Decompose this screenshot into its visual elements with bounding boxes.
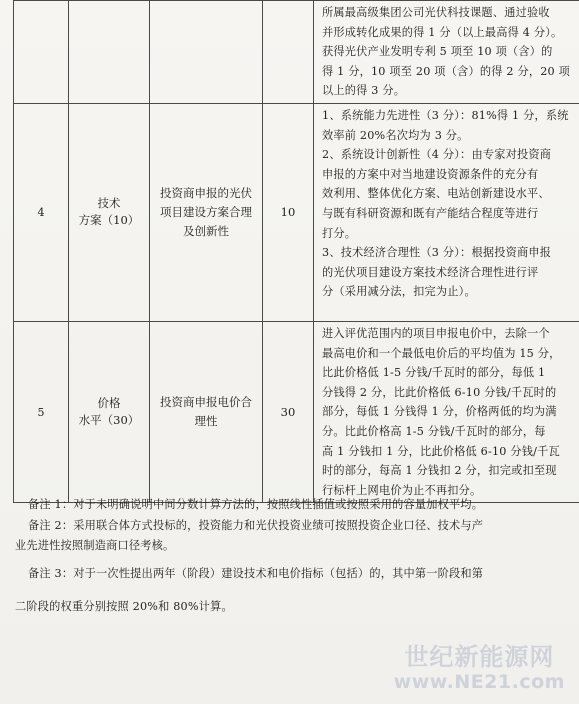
- content-label: 及创新性: [183, 223, 229, 238]
- standard-line: 部分，每低 1 分钱得 1 分，价格两低的均为满: [322, 405, 557, 419]
- standard-line: 进入评优范围内的项目申报电价中，去除一个: [322, 326, 550, 340]
- standard-line: 以上的得 3 分。: [322, 84, 406, 98]
- scoring-table: [13, 0, 579, 503]
- standard-line: 的光伏项目建设方案技术经济合理性进行评: [322, 265, 539, 279]
- score-cell: 30: [263, 321, 314, 502]
- content-label: 理性: [194, 414, 218, 429]
- score-cell: 10: [263, 103, 314, 321]
- standard-line: 所属最高级集团公司光伏科技课题、通过验收: [322, 6, 550, 19]
- standard-cell: [314, 103, 579, 321]
- standard-line: 分（采用减分法，扣完为止）。: [322, 285, 476, 299]
- standard-line: 效率前 20%名次均为 3 分。: [322, 128, 469, 142]
- standard-line: 行标杆上网电价为止不再扣分。: [322, 483, 482, 497]
- note-1: 备注 1：对于未明确说明中间分数计算方法的，按照线性插值或按照采用的容量加权平均。: [28, 498, 484, 511]
- table-row: [14, 1, 579, 104]
- content-label: 项目建设方案合理: [160, 204, 252, 219]
- item-label: 水平（30）: [78, 413, 140, 428]
- standard-line: 比此价格低 1-5 分钱/千瓦时的部分，每低 1: [322, 366, 546, 380]
- standard-line: 最高电价和一个最低电价后的平均值为 15 分，: [322, 346, 561, 360]
- standard-line: 分。比此价格高 1-5 分钱/千瓦时的部分，每: [322, 424, 546, 438]
- watermark-url: www.NE21.com: [393, 671, 565, 693]
- standard-line: 1、系统能力先进性（3 分）：81%得 1 分，系统: [322, 108, 569, 122]
- item-cell: [69, 1, 150, 104]
- note-3-continued: 二阶段的权重分别按照 20%和 80%计算。: [15, 600, 233, 613]
- row-number-cell: [14, 1, 69, 104]
- standard-line: 3、技术经济合理性（3 分）：根据投资商申报: [322, 246, 552, 260]
- row-number-cell: 5: [14, 321, 69, 502]
- standard-line: 高 1 分钱扣 1 分，比此价格低 6-10 分钱/千瓦: [322, 444, 560, 458]
- content-cell: [150, 103, 263, 321]
- standard-line: 时的部分，每高 1 分钱扣 2 分，扣完或扣至现: [322, 464, 557, 478]
- content-label: 投资商申报的光伏: [160, 185, 252, 200]
- item-cell: [69, 103, 150, 321]
- standard-line: 效利用、整体优化方案、电站创新建设水平、: [322, 187, 550, 201]
- content-label: 投资商申报电价合: [160, 395, 252, 410]
- standard-line: 申报的方案中对当地建设资源条件的充分有: [322, 167, 539, 181]
- standard-line: 与既有科研资源和既有产能结合程度等进行: [322, 206, 539, 220]
- note-2-continued: 业先进性按照制造商口径考核。: [15, 539, 175, 552]
- content-cell: [150, 321, 263, 502]
- note-3: 备注 3：对于一次性提出两年（阶段）建设技术和电价指标（包括）的，其中第一阶段和第: [28, 567, 484, 580]
- standard-line: 分钱得 2 分，比此价格低 6-10 分钱/千瓦时的: [322, 385, 557, 399]
- item-label: 技术: [97, 196, 121, 211]
- score-cell: [263, 1, 314, 104]
- standard-cell: [314, 321, 579, 502]
- table-row: [14, 321, 579, 502]
- standard-line: 打分。: [322, 226, 357, 240]
- note-2: 备注 2：采用联合体方式投标的，投资能力和光伏投资业绩可按照投资企业口径、技术与产: [28, 519, 484, 532]
- item-label: 价格: [97, 396, 121, 411]
- standard-line: 获得光伏产业发明专利 5 项至 10 项（含）的: [322, 45, 553, 59]
- content-cell: [150, 1, 263, 104]
- watermark-name: 世纪新能源网: [404, 643, 555, 671]
- standard-cell: [314, 1, 579, 104]
- row-number-cell: 4: [14, 103, 69, 321]
- standard-line: 得 1 分，10 项至 20 项（含）的得 2 分，20 项: [322, 64, 571, 78]
- standard-line: 2、系统设计创新性（4 分）：由专家对投资商: [322, 148, 552, 162]
- item-cell: [69, 321, 150, 502]
- table-row: [14, 103, 579, 321]
- standard-line: 并形成转化成果的得 1 分（以上最高得 4 分）。: [322, 25, 563, 39]
- item-label: 方案（10）: [78, 213, 140, 228]
- watermark: [394, 645, 565, 692]
